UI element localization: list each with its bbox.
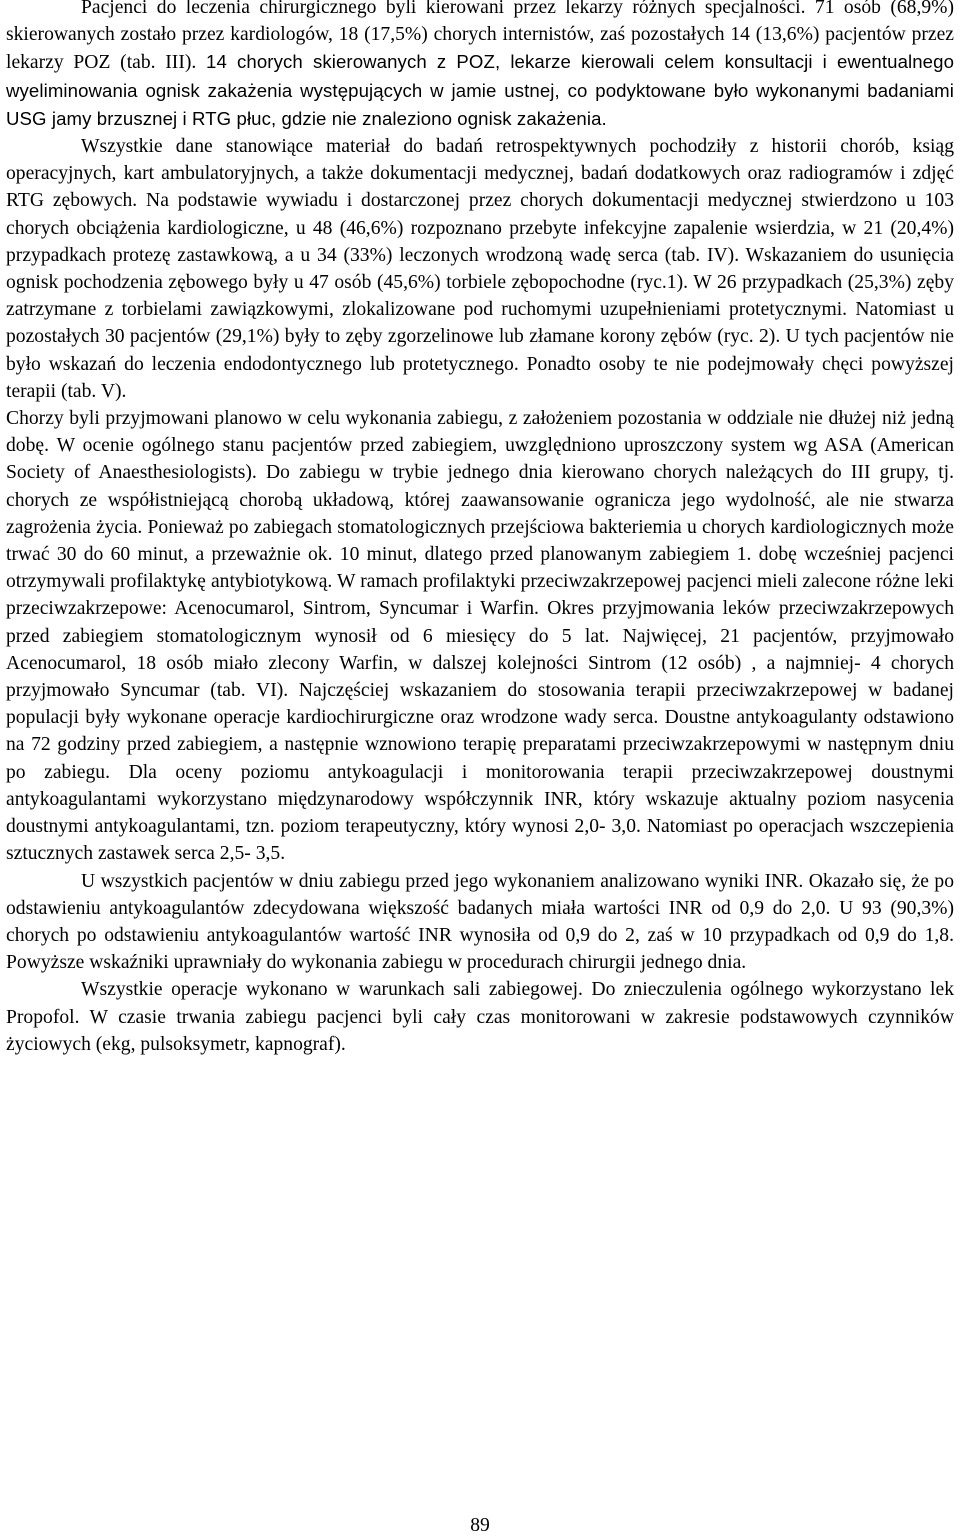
paragraph-text-sans: 14 chorych skierowanych z POZ, lekarze kierowali celem konsultacji i ewentualnego wyeliminowania ognisk zakażenia występujących w jamie ustnej, co podyktowane było wykonanymi badaniami USG jamy brzusznej i RTG płuc, gdzie nie znaleziono ognisk zakażenia. bbox=[6, 51, 955, 129]
document-page bbox=[6, 0, 954, 1058]
paragraph-materials bbox=[6, 133, 954, 405]
paragraph-referrals bbox=[6, 0, 954, 133]
paragraph-text: U wszystkich pacjentów w dniu zabiegu przed jego wykonaniem analizowano wyniki INR. Okazało się, że po odstawieniu antykoagulantów zdecydowana większość badanych miała wartości INR od 0,9 do 2,0. U 93 (90,3%) chorych po odstawieniu antykoagulantów wartość INR wynosiła od 0,9 do 2, zaś w 10 przypadkach od 0,9 do 1,8. Powyższe wskaźniki uprawniały do wykonania zabiegu w procedurach chirurgii jednego dnia. bbox=[6, 870, 954, 974]
paragraph-text: Wszystkie operacje wykonano w warunkach sali zabiegowej. Do znieczulenia ogólnego wykorzystano lek Propofol. W czasie trwania zabiegu pacjenci byli cały czas monitorowani w zakresie podstawowych czynników życiowych (ekg, pulsoksymetr, kapnograf). bbox=[6, 979, 954, 1055]
paragraph-text: Chorzy byli przyjmowani planowo w celu wykonania zabiegu, z założeniem pozostania w oddziale nie dłużej niż jedną dobę. W ocenie ogólnego stanu pacjentów przed zabiegiem, uwzględniono uproszczony system wg ASA (American Society of Anaesthesiologists). Do zabiegu w trybie jednego dnia kierowano chorych należących do III grupy, tj. chorych ze współistniejącą chorobą układową, której zaawansowanie ogranicza jego wydolność, ale nie stwarza zagrożenia życia. Ponieważ po zabiegach stomatologicznych przejściowa bakteriemia u chorych kardiologicznych może trwać 30 do 60 minut, a przeważnie ok. 10 minut, dlatego przed planowanym zabiegiem 1. dobę wcześniej pacjenci otrzymywali profilaktykę antybiotykową. W ramach profilaktyki przeciwzakrzepowej pacjenci mieli zalecone różne leki przeciwzakrzepowe: Acenocumarol, Sintrom, Syncumar i Warfin. Okres przyjmowania leków przeciwzakrzepowych przed zabiegiem stomatologicznym wynosił od 6 miesięcy do 5 lat. Najwięcej, 21 pacjentów, przyjmowało Acenocumarol, 18 osób miało zlecony Warfin, w dalszej kolejności Sintrom (12 osób) , a najmniej- 4 chorych przyjmowało Syncumar (tab. VI). Najczęściej wskazaniem do stosowania terapii przeciwzakrzepowej w badanej populacji były wykonane operacje kardiochirurgiczne oraz wrodzone wady serca. Doustne antykoagulanty odstawiono na 72 godziny przed zabiegiem, a następnie wznowiono terapię preparatami przeciwzakrzepowymi w następnym dniu po zabiegu. Dla oceny poziomu antykoagulacji i monitorowania terapii przeciwzakrzepowej doustnymi antykoagulantami wykorzystano międzynarodowy współczynnik INR, który wskazuje aktualny poziom nasycenia doustnymi antykoagulantami, tzn. poziom terapeutyczny, który wynosi 2,0- 3,0. Natomiast po operacjach wszczepienia sztucznych zastawek serca 2,5- 3,5. bbox=[6, 408, 954, 865]
paragraph-procedure bbox=[6, 405, 954, 867]
paragraph-text: Pacjenci do leczenia chirurgicznego byli kierowani przez lekarzy różnych specjalności. 71 osób (68,9%) skierowanych zostało przez kardiologów, 18 (17,5%) chorych internistów, zaś pozostałych 14 (13,6%) pacjentów przez lekarzy POZ (tab. III). bbox=[6, 0, 954, 74]
paragraph-text: Wszystkie dane stanowiące materiał do badań retrospektywnych pochodziły z historii chorób, ksiąg operacyjnych, kart ambulatoryjnych, a także dokumentacji medycznej, badań dodatkowych oraz radiogramów i zdjęć RTG zębowych. Na podstawie wywiadu i dostarczonej przez chorych dokumentacji medycznej stwierdzono u 103 chorych obciążenia kardiologiczne, u 48 (46,6%) rozpoznano przebyte infekcyjne zapalenie wsierdzia, w 21 (20,4%) przypadkach protezę zastawkową, a u 34 (33%) leczonych wrodzoną wadę serca (tab. IV). Wskazaniem do usunięcia ognisk pochodzenia zębowego były u 47 osób (45,6%) torbiele zębopochodne (ryc.1). W 26 przypadkach (25,3%) zęby zatrzymane z torbielami zawiązkowymi, zlokalizowane pod ruchomymi uzupełnieniami protetycznymi. Natomiast u pozostałych 30 pacjentów (29,1%) były to zęby zgorzelinowe lub złamane korony zębów (ryc. 2). U tych pacjentów nie było wskazań do leczenia endodontycznego lub protetycznego. Ponadto osoby te nie podejmowały chęci powyższej terapii (tab. V). bbox=[6, 136, 954, 402]
page-number: 89 bbox=[470, 1515, 490, 1536]
paragraph-anesthesia bbox=[6, 976, 954, 1058]
paragraph-inr bbox=[6, 868, 954, 977]
